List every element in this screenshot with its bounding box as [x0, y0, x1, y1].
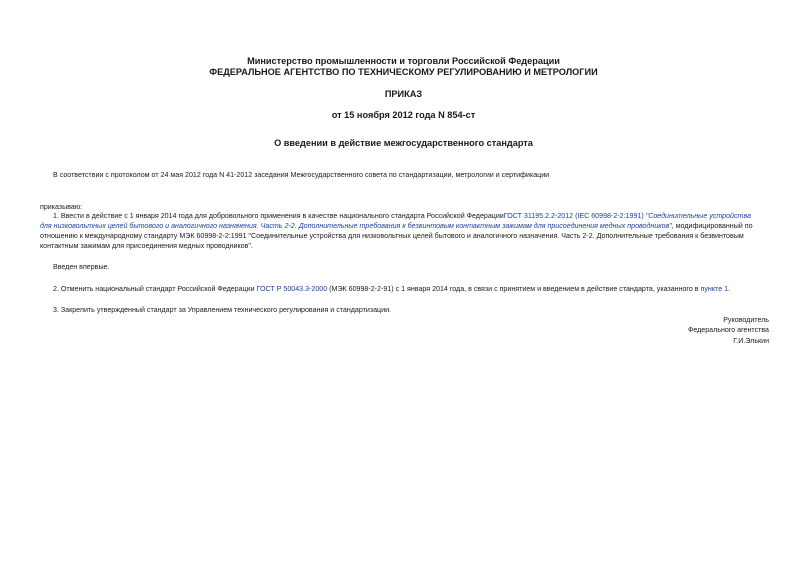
introduced-first: Введен впервые. [53, 263, 110, 271]
signature-name: Г.И.Элькин [733, 337, 769, 345]
item-1-mod-tail: , модифицированный по [671, 222, 753, 230]
document-subject: О введении в действие межгосударственного стандарта [274, 138, 533, 148]
item-1-title-rest[interactable]: для низковольтных целей бытового и аналогичного назначения. Часть 2-2. Дополнительные требования к безвинтовым контактным зажимам для присоединения медных проводников" [40, 222, 672, 230]
item-1-title-start[interactable]: "Соединительные устройства [645, 212, 751, 220]
gost-50043-link[interactable]: ГОСТ Р 50043.3-2000 [256, 285, 328, 293]
agency-name: ФЕДЕРАЛЬНОЕ АГЕНТСТВО ПО ТЕХНИЧЕСКОМУ РЕГУЛИРОВАНИЮ И МЕТРОЛОГИИ [209, 67, 598, 77]
item-1-line-4: контактным зажимам для присоединения медных проводников". [40, 242, 253, 250]
item-2-tail: . [728, 285, 731, 293]
gost-31195-link[interactable]: ГОСТ 31195.2.2-2012 (IEC 60998-2-2:1991) [503, 212, 644, 220]
preamble: В соответствии с протоколом от 24 мая 2012 года N 41-2012 заседания Межгосударственного совета по стандартизации, метрологии и сертификации [53, 171, 550, 179]
item-1-line-3: отношению к международному стандарту МЭК 60998-2-2:1991 "Соединительные устройства для низковольтных целей бытового и аналогичного назначения. Часть 2-2. Дополнительные требования к безвинтовым [40, 232, 744, 240]
point-1-link[interactable]: пункте 1 [700, 285, 729, 293]
ministry-name: Министерство промышленности и торговли Российской Федерации [247, 56, 560, 66]
signature-title: Руководитель [723, 316, 769, 324]
item-1-line-1 [53, 212, 751, 221]
order-word: приказываю: [40, 203, 83, 211]
item-2-middle: (МЭК 60998-2-2-91) с 1 января 2014 года, в связи с принятием и введением в действие стандарта, указанного в [329, 285, 699, 293]
item-2 [53, 285, 730, 294]
item-1-line-2 [40, 222, 770, 231]
item-1-lead: 1. Ввести в действие с 1 января 2014 года для добровольного применения в качестве национального стандарта Российской Федерации [53, 212, 504, 220]
item-2-lead: 2. Отменить национальный стандарт Российской Федерации [53, 285, 255, 293]
document-type: ПРИКАЗ [384, 89, 423, 99]
document-date-number: от 15 ноября 2012 года N 854-ст [331, 110, 476, 120]
item-3: 3. Закрепить утвержденный стандарт за Управлением технического регулирования и стандартизации. [53, 306, 392, 314]
signature-agency: Федерального агентства [687, 326, 769, 334]
